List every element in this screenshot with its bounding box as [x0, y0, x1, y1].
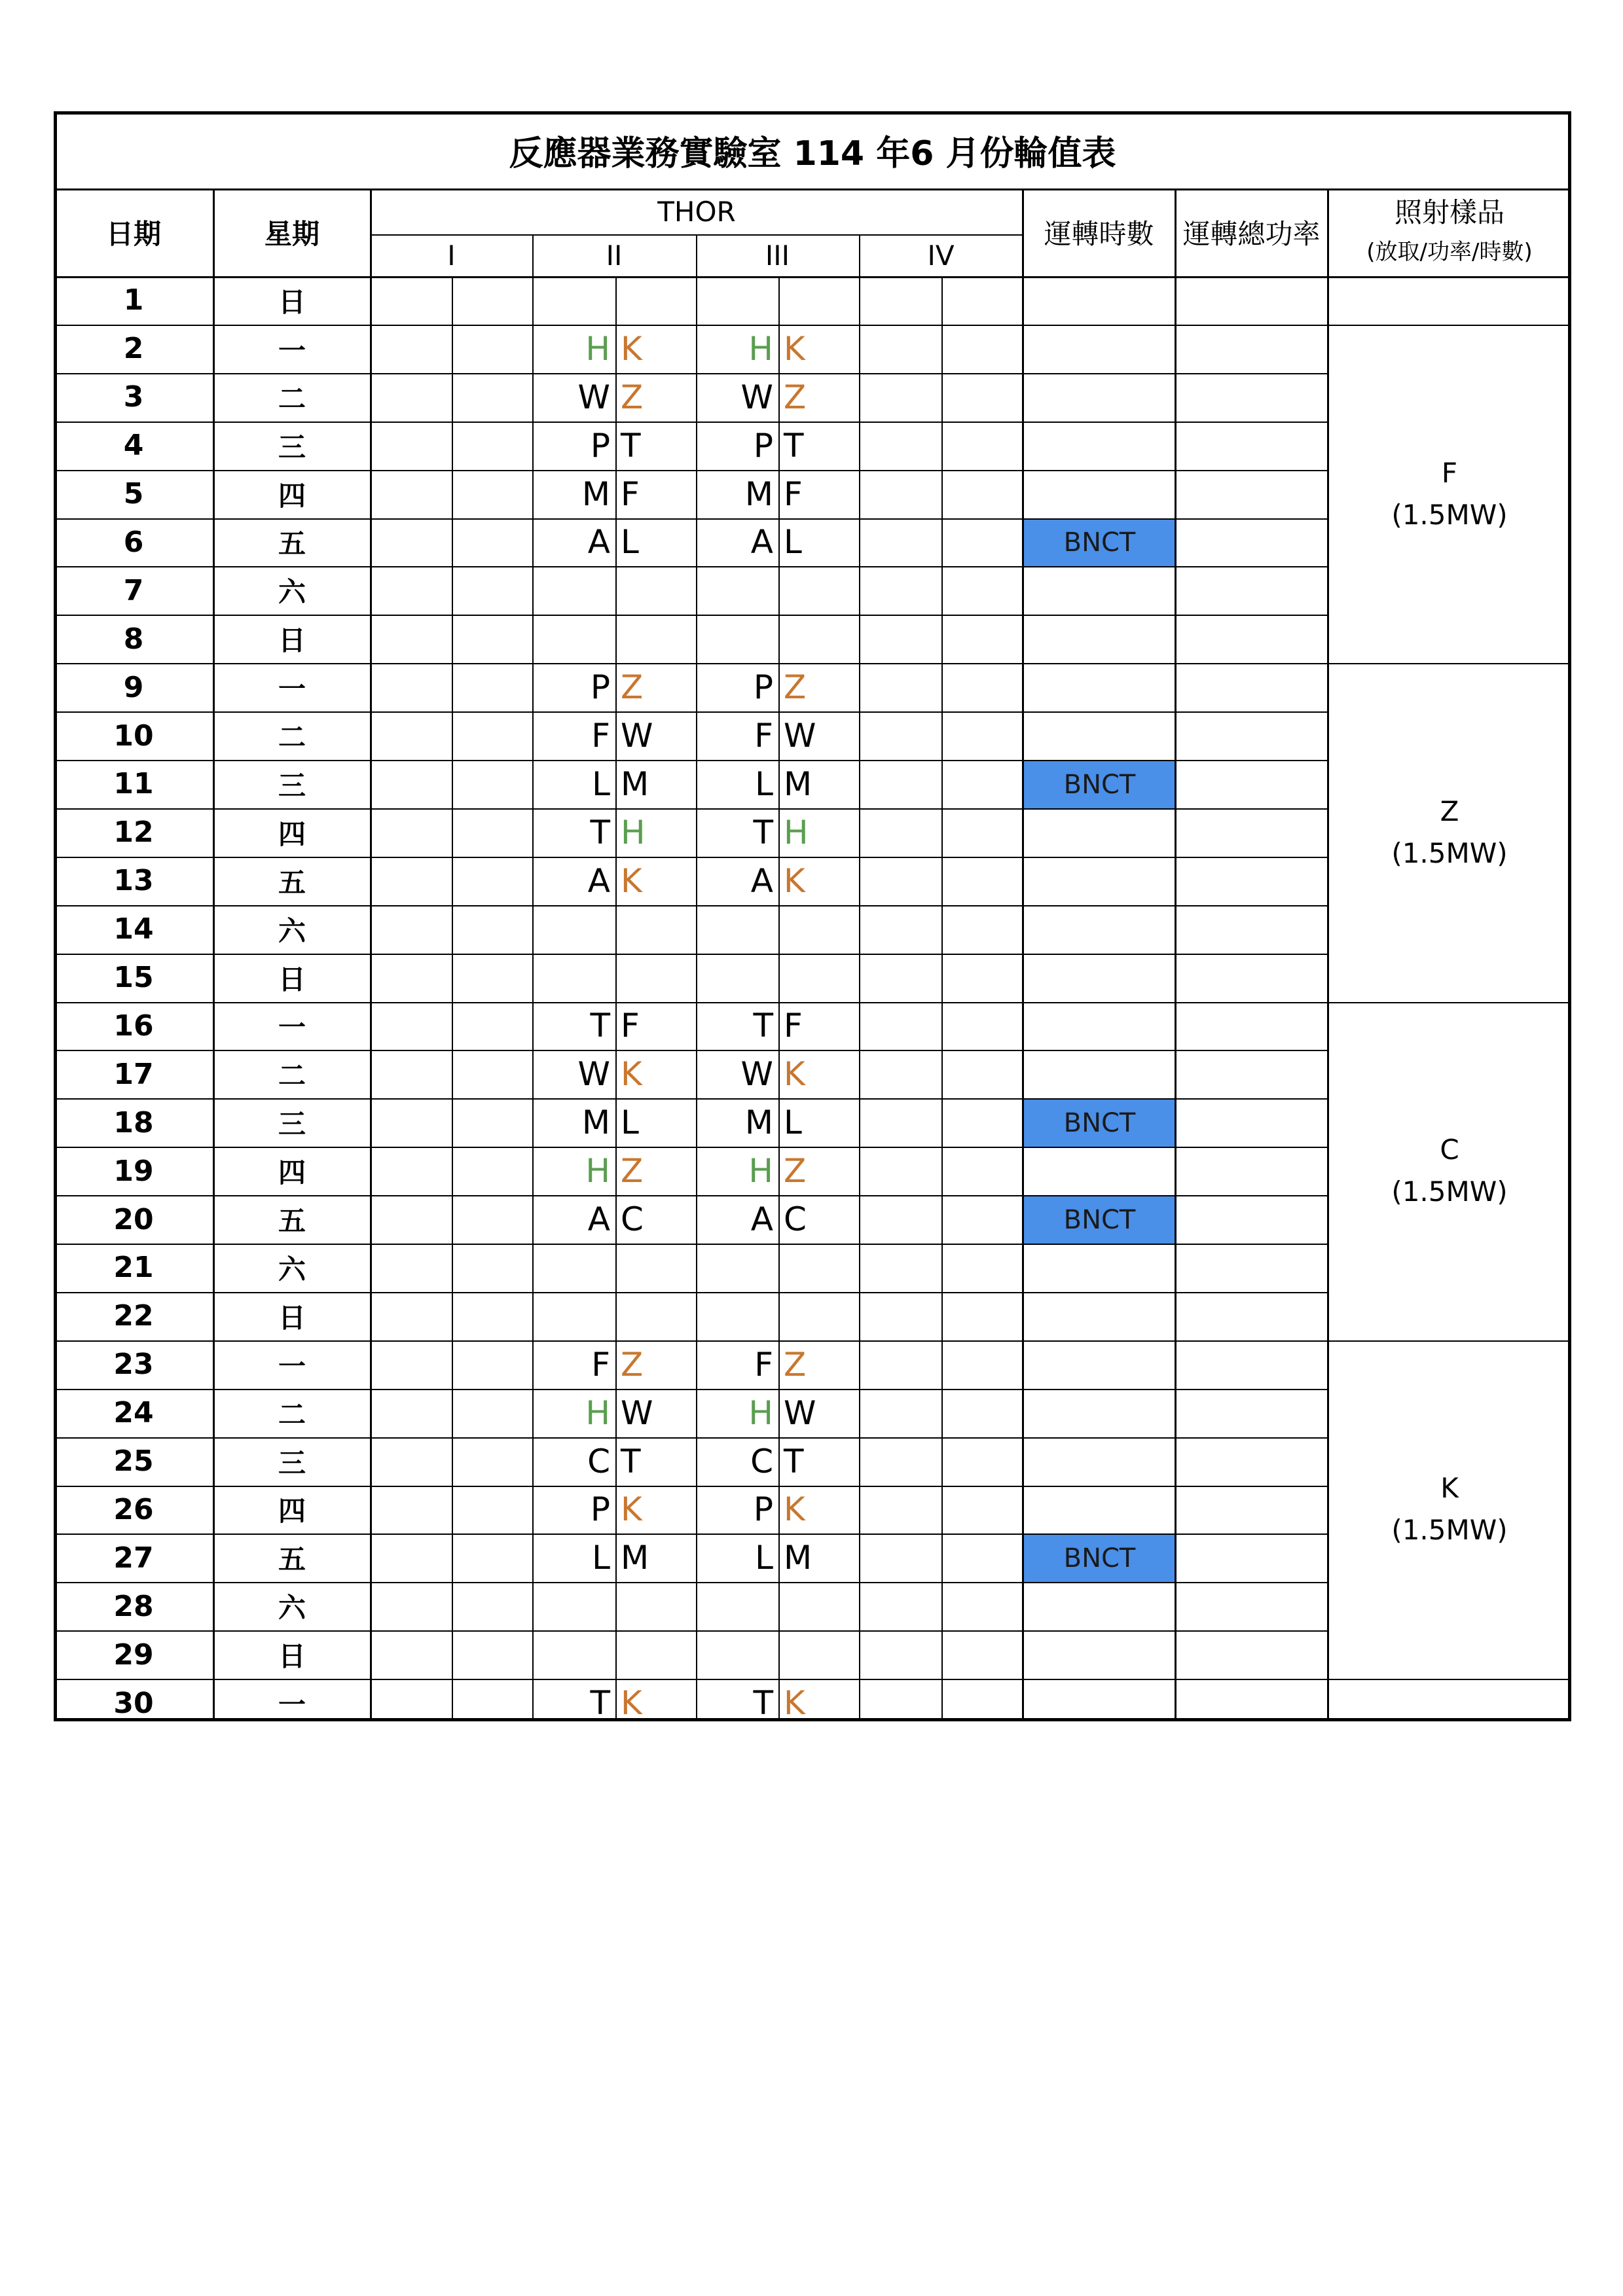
shift-iii-staff-b — [778, 954, 859, 1002]
date-cell: 18 — [113, 1105, 154, 1139]
shift-iii-staff-b: K — [784, 861, 805, 900]
sample-header-sublabel: (放取/功率/時數) — [1366, 239, 1533, 265]
date-cell: 2 — [123, 332, 144, 366]
shift-divider — [859, 234, 860, 276]
shift-iii-staff-a: W — [740, 378, 773, 416]
shift-iii-staff-a: P — [753, 426, 773, 465]
bnct-badge: BNCT — [1024, 520, 1175, 567]
shift-ii-staff-a: P — [590, 1490, 610, 1529]
shift-iii-staff-a — [696, 566, 778, 615]
shift-iii-staff-a: H — [748, 329, 773, 368]
shift-ii-staff-a: H — [585, 1393, 610, 1432]
shift-ii-staff-a — [532, 1244, 615, 1292]
shift-ii-staff-a: W — [577, 378, 610, 416]
irradiation-sample-cell — [1328, 325, 1571, 663]
shift-ii-staff-b: K — [621, 1055, 642, 1094]
date-cell: 24 — [113, 1396, 154, 1430]
shift-divider — [696, 234, 697, 276]
column-divider — [532, 276, 534, 1721]
weekday-cell: 六 — [278, 914, 306, 947]
shift-ii-staff-a: F — [591, 717, 610, 755]
shift-ii-staff-a — [532, 615, 615, 663]
weekday-cell: 日 — [278, 963, 306, 996]
shift-iii-staff-a: M — [744, 1103, 773, 1142]
date-cell: 28 — [113, 1589, 154, 1623]
shift-iii-staff-a: C — [750, 1442, 773, 1480]
shift-ii-staff-b: H — [621, 813, 646, 852]
weekday-cell: 二 — [278, 1060, 306, 1092]
shift-ii-staff-b: Z — [621, 1345, 644, 1384]
date-cell: 23 — [113, 1348, 154, 1382]
weekday-cell: 日 — [278, 1640, 306, 1673]
date-cell: 14 — [113, 912, 154, 946]
shift-iii-staff-a: L — [755, 1539, 773, 1577]
weekday-cell: 五 — [278, 528, 306, 560]
shift-iii-staff-b — [778, 615, 859, 663]
shift-iii-staff-a: A — [750, 861, 773, 900]
shift-ii-staff-a: W — [577, 1055, 610, 1094]
sample-name: K — [1440, 1472, 1459, 1505]
column-divider — [213, 276, 215, 1721]
shift-iii-staff-a — [696, 954, 778, 1002]
shift-ii-staff-a: M — [581, 1103, 610, 1142]
column-divider — [696, 276, 697, 1721]
shift-iii-staff-b: Z — [784, 1345, 807, 1384]
date-cell: 30 — [113, 1686, 154, 1720]
shift-iii-staff-b: W — [784, 717, 816, 755]
shift-iii-staff-a: T — [753, 1684, 773, 1723]
shift-iii-staff-b: Z — [784, 1152, 807, 1191]
shift-iii-staff-a: H — [748, 1393, 773, 1432]
date-cell: 15 — [113, 961, 154, 995]
column-divider — [941, 276, 943, 1721]
date-cell: 11 — [113, 767, 154, 801]
shift-iii-staff-a — [696, 1244, 778, 1292]
date-cell: 25 — [113, 1444, 154, 1479]
shift-iii-staff-a: H — [748, 1152, 773, 1191]
shift-iii-staff-b: Z — [784, 378, 807, 416]
shift-iii-staff-b: T — [784, 1442, 804, 1480]
shift-iii-staff-a: M — [744, 475, 773, 513]
shift-iii-staff-a: F — [754, 1345, 773, 1384]
shift-iii-staff-b: M — [784, 764, 812, 803]
shift-iii-staff-b — [778, 566, 859, 615]
column-divider — [615, 276, 617, 1721]
weekday-cell: 二 — [278, 382, 306, 415]
shift-iii-staff-b: C — [784, 1200, 807, 1239]
shift-iii-staff-b: M — [784, 1539, 812, 1577]
column-divider — [1022, 276, 1024, 1721]
shift-iii-staff-b — [778, 276, 859, 325]
shift-iii-staff-a: F — [754, 717, 773, 755]
shift-ii-staff-b: Z — [621, 1152, 644, 1191]
shift-ii-staff-b: K — [621, 1490, 642, 1529]
bnct-badge: BNCT — [1024, 1535, 1175, 1582]
shift-iii-staff-a: P — [753, 668, 773, 707]
header-divider — [370, 188, 372, 276]
shift-header-4: IV — [927, 239, 955, 272]
sample-power: (1.5MW) — [1391, 1175, 1508, 1208]
shift-iii-staff-a — [696, 276, 778, 325]
bnct-badge: BNCT — [1024, 761, 1175, 808]
weekday-cell: 一 — [278, 673, 306, 706]
shift-ii-staff-b: W — [621, 1393, 653, 1432]
weekday-cell: 四 — [278, 1157, 306, 1189]
shift-iii-staff-a: T — [753, 813, 773, 852]
shift-ii-staff-a — [532, 1582, 615, 1630]
weekday-cell: 一 — [278, 334, 306, 367]
column-divider — [370, 276, 372, 1721]
shift-ii-staff-b: C — [621, 1200, 644, 1239]
weekday-cell: 一 — [278, 1689, 306, 1721]
shift-ii-staff-a: M — [581, 475, 610, 513]
date-cell: 17 — [113, 1057, 154, 1091]
shift-ii-staff-a: H — [585, 329, 610, 368]
weekday-cell: 一 — [278, 1350, 306, 1382]
shift-divider — [532, 234, 534, 276]
shift-ii-staff-b — [615, 1582, 696, 1630]
date-cell: 8 — [123, 622, 144, 656]
date-cell: 19 — [113, 1154, 154, 1188]
shift-ii-staff-a: T — [590, 1684, 610, 1723]
shift-ii-staff-b — [615, 954, 696, 1002]
shift-iii-staff-b — [778, 1244, 859, 1292]
shift-ii-staff-a: T — [590, 1007, 610, 1045]
sample-name: F — [1441, 456, 1458, 489]
header-divider — [1175, 188, 1176, 276]
shift-ii-staff-b: M — [621, 1539, 649, 1577]
thor-header: THOR — [657, 195, 736, 228]
shift-header-2: II — [606, 239, 623, 272]
shift-iii-staff-b — [778, 1292, 859, 1340]
shift-iii-staff-b: K — [784, 1055, 805, 1094]
shift-iii-staff-a: A — [750, 523, 773, 562]
date-cell: 29 — [113, 1638, 154, 1672]
shift-ii-staff-a — [532, 954, 615, 1002]
shift-iii-staff-b: W — [784, 1393, 816, 1432]
date-cell: 1 — [123, 283, 144, 317]
weekday-cell: 六 — [278, 1253, 306, 1285]
shift-iii-staff-a: L — [755, 764, 773, 803]
operating-hours-header: 運轉時數 — [1044, 218, 1154, 250]
column-divider — [859, 276, 860, 1721]
shift-ii-staff-b: K — [621, 1684, 642, 1723]
date-cell: 22 — [113, 1299, 154, 1333]
shift-ii-staff-a: L — [592, 1539, 610, 1577]
shift-ii-staff-b — [615, 1630, 696, 1679]
shift-ii-staff-b: L — [621, 1103, 639, 1142]
shift-iii-staff-b: L — [784, 1103, 802, 1142]
roster-table — [54, 111, 1571, 1721]
header-divider — [1022, 188, 1024, 276]
sample-header-label: 照射樣品 — [1394, 196, 1504, 228]
date-column-header: 日期 — [105, 218, 161, 250]
shift-ii-staff-b: F — [621, 475, 640, 513]
weekday-cell: 三 — [278, 1446, 306, 1479]
shift-iii-staff-b: T — [784, 426, 804, 465]
weekday-cell: 五 — [278, 1543, 306, 1576]
shift-ii-staff-a: F — [591, 1345, 610, 1384]
column-divider — [452, 276, 453, 1721]
shift-ii-staff-b: K — [621, 861, 642, 900]
column-divider — [1327, 276, 1329, 1721]
date-cell: 7 — [123, 573, 144, 607]
shift-iii-staff-a: P — [753, 1490, 773, 1529]
date-cell: 10 — [113, 719, 154, 753]
shift-ii-staff-a: A — [587, 1200, 610, 1239]
shift-ii-staff-b: W — [621, 717, 653, 755]
shift-ii-staff-b: T — [621, 1442, 641, 1480]
shift-ii-staff-b — [615, 566, 696, 615]
header-divider — [1327, 188, 1329, 276]
shift-iii-staff-b: H — [784, 813, 809, 852]
shift-iii-staff-b: K — [784, 1490, 805, 1529]
weekday-cell: 三 — [278, 769, 306, 802]
shift-ii-staff-b: Z — [621, 378, 644, 416]
weekday-cell: 六 — [278, 576, 306, 609]
shift-ii-staff-a: H — [585, 1152, 610, 1191]
shift-iii-staff-b — [778, 1630, 859, 1679]
shift-ii-staff-b — [615, 1292, 696, 1340]
date-cell: 27 — [113, 1541, 154, 1575]
date-cell: 6 — [123, 525, 144, 559]
date-cell: 12 — [113, 816, 154, 850]
bnct-badge: BNCT — [1024, 1100, 1175, 1147]
column-divider — [1175, 276, 1176, 1721]
weekday-column-header: 星期 — [264, 218, 319, 250]
weekday-cell: 五 — [278, 1205, 306, 1238]
weekday-cell: 三 — [278, 431, 306, 463]
shift-iii-staff-b: Z — [784, 668, 807, 707]
date-cell: 16 — [113, 1009, 154, 1043]
shift-ii-staff-a — [532, 276, 615, 325]
shift-iii-staff-a — [696, 1292, 778, 1340]
shift-ii-staff-a: P — [590, 426, 610, 465]
sample-name: C — [1440, 1134, 1459, 1166]
weekday-cell: 四 — [278, 479, 306, 512]
shift-ii-staff-b: F — [621, 1007, 640, 1045]
shift-ii-staff-a — [532, 1292, 615, 1340]
date-cell: 4 — [123, 429, 144, 463]
shift-header-3: III — [765, 239, 790, 272]
shift-ii-staff-a: T — [590, 813, 610, 852]
shift-ii-staff-a — [532, 566, 615, 615]
weekday-cell: 四 — [278, 1495, 306, 1528]
irradiation-sample-cell — [1328, 663, 1571, 1001]
shift-ii-staff-a: P — [590, 668, 610, 707]
sample-power: (1.5MW) — [1391, 836, 1508, 869]
shift-iii-staff-b: F — [784, 475, 803, 513]
date-cell: 21 — [113, 1251, 154, 1285]
shift-iii-staff-b — [778, 1582, 859, 1630]
shift-ii-staff-a: A — [587, 523, 610, 562]
weekday-cell: 六 — [278, 1592, 306, 1624]
date-cell: 5 — [123, 477, 144, 511]
shift-ii-staff-b — [615, 1244, 696, 1292]
date-cell: 20 — [113, 1202, 154, 1236]
shift-iii-staff-b — [778, 905, 859, 954]
date-cell: 26 — [113, 1492, 154, 1526]
sample-power: (1.5MW) — [1391, 498, 1508, 531]
shift-ii-staff-b: L — [621, 523, 639, 562]
shift-iii-staff-b: K — [784, 329, 805, 368]
shift-iii-staff-a — [696, 615, 778, 663]
shift-ii-staff-a — [532, 1630, 615, 1679]
shift-ii-staff-a: C — [587, 1442, 610, 1480]
weekday-cell: 日 — [278, 285, 306, 318]
irradiation-sample-header — [1328, 188, 1571, 276]
weekday-cell: 日 — [278, 624, 306, 657]
shift-iii-staff-a — [696, 905, 778, 954]
shift-ii-staff-b: M — [621, 764, 649, 803]
shift-iii-staff-a: A — [750, 1200, 773, 1239]
shift-iii-staff-a: W — [740, 1055, 773, 1094]
column-divider — [778, 276, 780, 1721]
sample-power: (1.5MW) — [1391, 1514, 1508, 1547]
date-cell: 9 — [123, 670, 144, 704]
total-power-header: 運轉總功率 — [1182, 218, 1321, 250]
shift-ii-staff-b: K — [621, 329, 642, 368]
weekday-cell: 二 — [278, 1398, 306, 1431]
bnct-badge: BNCT — [1024, 1196, 1175, 1244]
date-cell: 13 — [113, 864, 154, 898]
shift-ii-staff-a: L — [592, 764, 610, 803]
shift-ii-staff-b — [615, 905, 696, 954]
shift-iii-staff-a — [696, 1630, 778, 1679]
shift-iii-staff-b: K — [784, 1684, 805, 1723]
weekday-cell: 五 — [278, 866, 306, 899]
shift-header-1: I — [447, 239, 456, 272]
date-cell: 3 — [123, 380, 144, 414]
shift-iii-staff-a: T — [753, 1007, 773, 1045]
sample-name: Z — [1440, 795, 1459, 827]
weekday-cell: 日 — [278, 1301, 306, 1334]
weekday-cell: 四 — [278, 817, 306, 850]
shift-iii-staff-b: L — [784, 523, 802, 562]
shift-ii-staff-b — [615, 615, 696, 663]
irradiation-sample-cell — [1328, 1340, 1571, 1679]
shift-ii-staff-a — [532, 905, 615, 954]
shift-ii-staff-b: Z — [621, 668, 644, 707]
weekday-cell: 一 — [278, 1011, 306, 1044]
shift-ii-staff-a: A — [587, 861, 610, 900]
weekday-cell: 三 — [278, 1108, 306, 1141]
shift-iii-staff-a — [696, 1582, 778, 1630]
page-title: 反應器業務實驗室 114 年6 月份輪值表 — [509, 134, 1116, 173]
shift-iii-staff-b: F — [784, 1007, 803, 1045]
weekday-cell: 二 — [278, 721, 306, 754]
irradiation-sample-cell — [1328, 1002, 1571, 1340]
header-divider — [213, 188, 215, 276]
shift-ii-staff-b: T — [621, 426, 641, 465]
shift-ii-staff-b — [615, 276, 696, 325]
